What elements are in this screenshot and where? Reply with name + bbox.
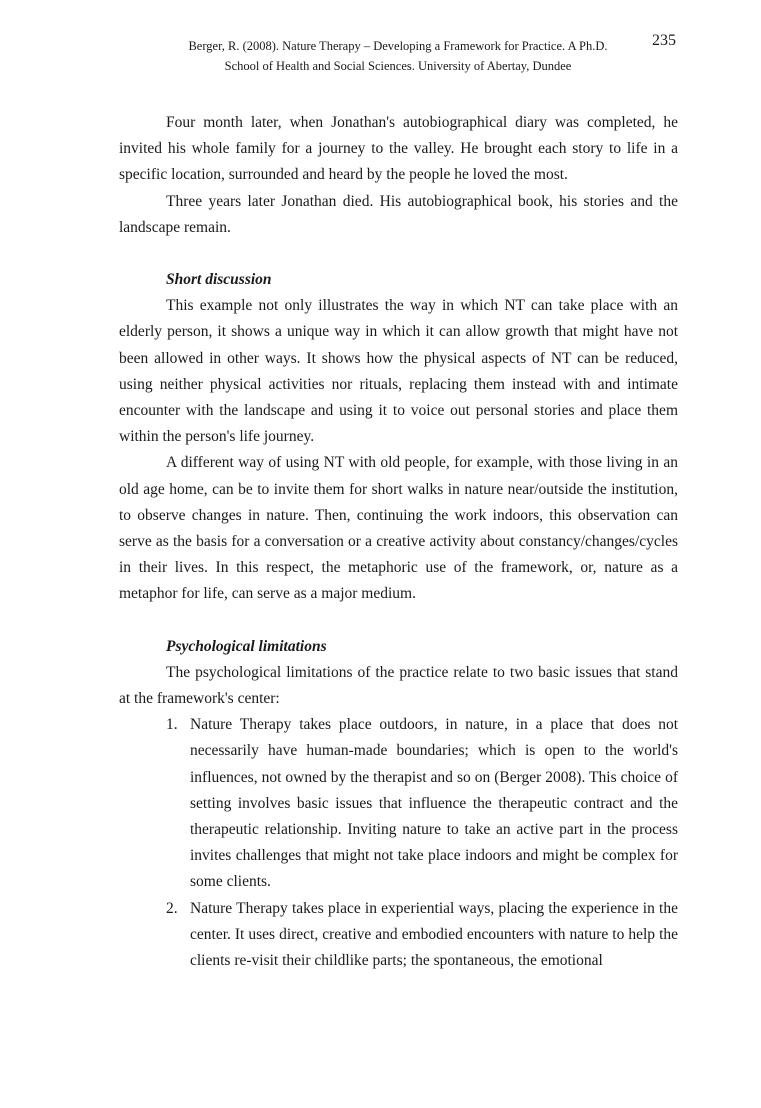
intro-paragraph-1: Four month later, when Jonathan's autobiographical diary was completed, he invited his whole family for a journey to the valley. He brought each story to life in a specific location, surrounded and heard by the people he loved the most. <box>119 114 678 184</box>
list-item <box>119 896 678 975</box>
list-item <box>119 712 678 895</box>
limitations-intro-paragraph: The psychological limitations of the practice relate to two basic issues that stand at the framework's center: <box>119 663 678 708</box>
list-item-text: Nature Therapy takes place in experiential ways, placing the experience in the center. It uses direct, creative and embodied encounters with nature to help the clients re-visit their childlike parts; the spontaneous, the emotional <box>190 899 678 970</box>
header-citation-line-2: School of Health and Social Sciences. University of Abertay, Dundee <box>224 59 572 73</box>
section-heading-psychological-limitations: Psychological limitations <box>166 637 327 655</box>
limitations-list <box>119 712 678 974</box>
body-text <box>119 110 678 974</box>
list-item-number: 2. <box>166 899 178 917</box>
page-number: 235 <box>652 32 676 49</box>
running-header <box>118 36 678 76</box>
list-item-text: Nature Therapy takes place outdoors, in nature, in a place that does not necessarily have human-made boundaries; which is open to the world's influences, not owned by the therapist and so on (Berger 2008). This choice of setting involves basic issues that influence the therapeutic contract and the therapeutic relationship. Inviting nature to take an active part in the process invites challenges that might not take place indoors and might be complex for some clients. <box>190 716 678 891</box>
section-heading-short-discussion: Short discussion <box>166 271 272 289</box>
header-citation-line-1: Berger, R. (2008). Nature Therapy – Developing a Framework for Practice. A Ph.D. <box>188 39 608 53</box>
intro-paragraph-2: Three years later Jonathan died. His autobiographical book, his stories and the landscape remain. <box>119 192 678 236</box>
discussion-paragraph-2: A different way of using NT with old people, for example, with those living in an old age home, can be to invite them for short walks in nature near/outside the institution, to observe changes in nature. Then, continuing the work indoors, this observation can serve as the basis for a conversation or a creative activity about constancy/changes/cycles in their lives. In this respect, the metaphoric use of the framework, or, nature as a metaphor for life, can serve as a major medium. <box>119 454 678 603</box>
discussion-paragraph-1: This example not only illustrates the way in which NT can take place with an elderly person, it shows a unique way in which it can allow growth that might have not been allowed in other ways. It shows how the physical aspects of NT can be reduced, using neither physical activities nor rituals, replacing them instead with and intimate encounter with the landscape and using it to voice out personal stories and place them within the person's life journey. <box>119 297 678 446</box>
list-item-number: 1. <box>166 716 178 734</box>
